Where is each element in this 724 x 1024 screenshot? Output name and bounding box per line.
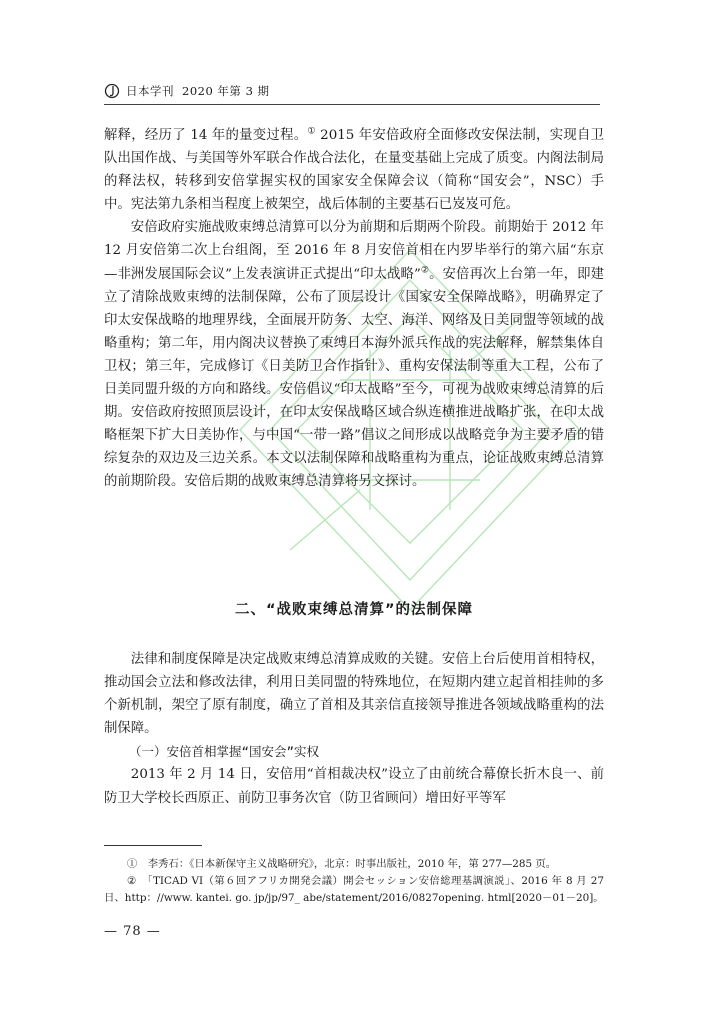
journal-name: 日本学刊 (126, 84, 174, 98)
journal-logo-icon (104, 83, 120, 99)
footnote-ref-1[interactable]: ① (307, 126, 316, 137)
running-header (104, 78, 600, 105)
footnotes (104, 856, 604, 907)
footnote-divider (104, 845, 202, 846)
section-heading: 二、“战败束缚总清算”的法制保障 (234, 602, 474, 618)
page-number: — 78 — (104, 924, 161, 939)
paragraph-3: 法律和制度保障是决定战败束缚总清算成败的关键。安倍上台后使用首相特权，推动国会立法和修改法律，利用日美同盟的特殊地位，在短期内建立起首相挂帅的多个新机制，架空了原有制度，确立了首相及其亲信直接领导推进各领域战略重构的法制保障。 (104, 652, 604, 737)
subheading: （一）安倍首相掌握“国安会”实权 (129, 744, 320, 760)
body-paragraphs-bottom (104, 648, 604, 810)
footnote-2: ② 「TICAD VI（第６回アフリカ開発会議）開会セッション安倍総理基調演説」、2016 年 8 月 27 日、http：//www. kantei. go. jp/jp/97_ abe/statement/2016/0827opening. html[2020－01－20]。 (104, 875, 604, 904)
footnote-1: ① 李秀石：《日本新保守主义战略研究》，北京：时事出版社，2010 年，第 277—285 页。 (126, 858, 557, 870)
paragraph-4: 2013 年 2 月 14 日，安倍用“首相裁决权”设立了由前统合幕僚长折木良一、前防卫大学校长西原正、前防卫事务次官（防卫省顾问）增田好平等军 (104, 767, 604, 806)
body-paragraphs-top (104, 124, 604, 494)
paragraph-2: 安倍政府实施战败束缚总清算可以分为前期和后期两个阶段。前期始于 2012 年 12 月安倍第二次上台组阁，至 2016 年 8 月安倍首相在内罗毕举行的第六届“东京—非洲发展国际会议”上发表演讲正式提出“印太战略”②。安倍再次上台第一年，即建立了清除战败束缚的法制保障，公布了顶层设计《国家安全保障战略》，明确界定了印太安保战略的地理界线，全面展开防务、太空、海洋、网络及日美同盟等领域的战略重构；第二年，用内阁决议替换了束缚日本海外派兵作战的宪法解释，解禁集体自卫权；第三年，完成修订《日美防卫合作指针》、重构安保法制等重大工程，公布了日美同盟升级的方向和路线。安倍倡议“印太战略”至今，可视为战败束缚总清算的后期。安倍政府按照顶层设计，在印太安保战略区域合纵连横推进战略扩张，在印太战略框架下扩大日美协作，与中国“一带一路”倡议之间形成以战略竞争为主要矛盾的错综复杂的双边及三边关系。本文以法制保障和战略重构为重点，论证战败束缚总清算的前期阶段。安倍后期的战败束缚总清算将另文探讨。 (104, 220, 604, 490)
paragraph-1: 解释，经历了 14 年的量变过程。① 2015 年安倍政府全面修改安保法制，实现自卫队出国作战、与美国等外军联合作战合法化，在量变基础上完成了质变。内阁法制局的释法权，转移到安倍掌握实权的国家安全保障会议（简称“国安会”，NSC）手中。宪法第九条相当程度上被架空，战后体制的主要基石已岌岌可危。 (104, 126, 604, 213)
footnote-ref-2[interactable]: ② (420, 265, 430, 276)
journal-issue: 2020 年第 3 期 (182, 84, 270, 98)
